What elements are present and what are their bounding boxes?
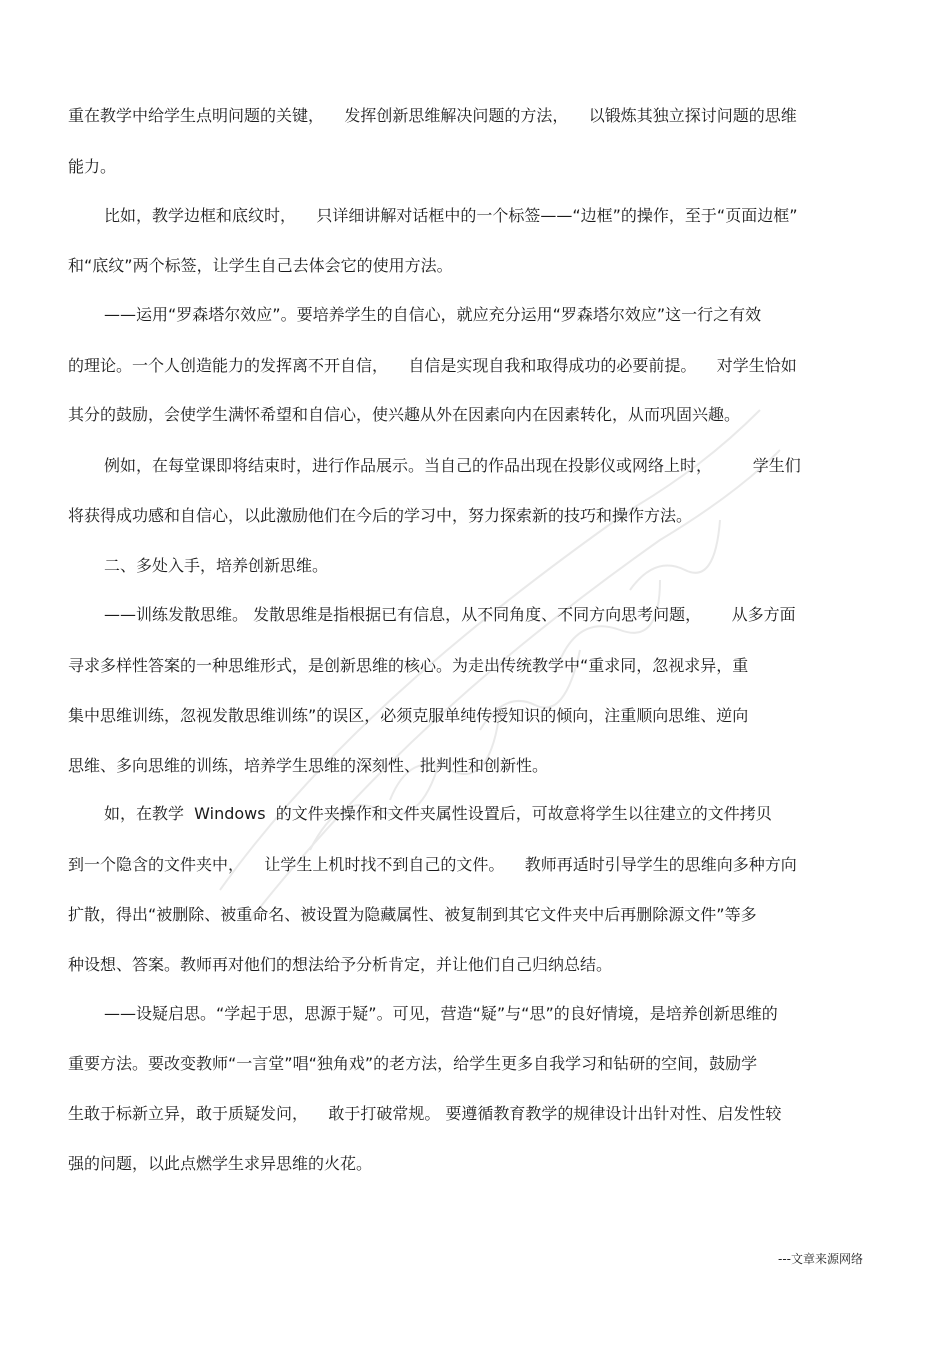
text-line-19: ——设疑启思。“学起于思，思源于疑”。可见，营造“疑”与“思”的良好情境，是培养创新思维的	[104, 1004, 778, 1023]
text-line-20: 重要方法。要改变教师“一言堂”唱“独角戏”的老方法，给学生更多自我学习和钻研的空间，鼓励学	[68, 1054, 758, 1073]
section-heading: 二、多处入手，培养创新思维。	[104, 556, 329, 575]
text-line-3: 比如，教学边框和底纹时， 只详细讲解对话框中的一个标签——“边框”的操作，至于“页面边框”	[104, 206, 798, 225]
text-line-11: ——训练发散思维。 发散思维是指根据已有信息，从不同角度、不同方向思考问题， 从多方面	[104, 605, 796, 624]
text-line-2: 能力。	[68, 157, 117, 176]
text-line-22: 强的问题，以此点燃学生求异思维的火花。	[68, 1154, 373, 1173]
text-line-7: 其分的鼓励，会使学生满怀希望和自信心，使兴趣从外在因素向内在因素转化，从而巩固兴趣。	[68, 405, 741, 424]
text-line-14: 思维、多向思维的训练，培养学生思维的深刻性、批判性和创新性。	[68, 756, 549, 775]
text-line-5: ——运用“罗森塔尔效应”。要培养学生的自信心，就应充分运用“罗森塔尔效应”这一行之有效	[104, 305, 762, 324]
text-line-9: 将获得成功感和自信心，以此激励他们在今后的学习中，努力探索新的技巧和操作方法。	[68, 506, 693, 525]
text-line-6: 的理论。一个人创造能力的发挥离不开自信， 自信是实现自我和取得成功的必要前提。 对学生恰如	[68, 356, 797, 375]
text-line-21: 生敢于标新立异，敢于质疑发问， 敢于打破常规。 要遵循教育教学的规律设计出针对性、启发性较	[68, 1104, 782, 1123]
text-line-4: 和“底纹”两个标签，让学生自己去体会它的使用方法。	[68, 256, 453, 275]
text-line-8: 例如，在每堂课即将结束时，进行作品展示。当自己的作品出现在投影仪或网络上时， 学生们	[104, 456, 801, 475]
text-line-17: 扩散，得出“被删除、被重命名、被设置为隐藏属性、被复制到其它文件夹中后再删除源文件”等多	[68, 905, 757, 924]
text-line-13: 集中思维训练，忽视发散思维训练”的误区，必须克服单纯传授知识的倾向，注重顺向思维、逆向	[68, 706, 749, 725]
text-line-18: 种设想、答案。教师再对他们的想法给予分析肯定，并让他们自己归纳总结。	[68, 955, 613, 974]
text-line-1: 重在教学中给学生点明问题的关键， 发挥创新思维解决问题的方法， 以锻炼其独立探讨问题的思维	[68, 106, 797, 125]
source-footer: ---文章来源网络	[778, 1252, 863, 1266]
text-line-12: 寻求多样性答案的一种思维形式，是创新思维的核心。为走出传统教学中“重求同，忽视求异，重	[68, 656, 749, 675]
text-line-15: 如，在教学 Windows 的文件夹操作和文件夹属性设置后，可故意将学生以往建立的文件拷贝	[104, 804, 772, 823]
text-line-16: 到一个隐含的文件夹中， 让学生上机时找不到自己的文件。 教师再适时引导学生的思维向多种方向	[68, 855, 797, 874]
